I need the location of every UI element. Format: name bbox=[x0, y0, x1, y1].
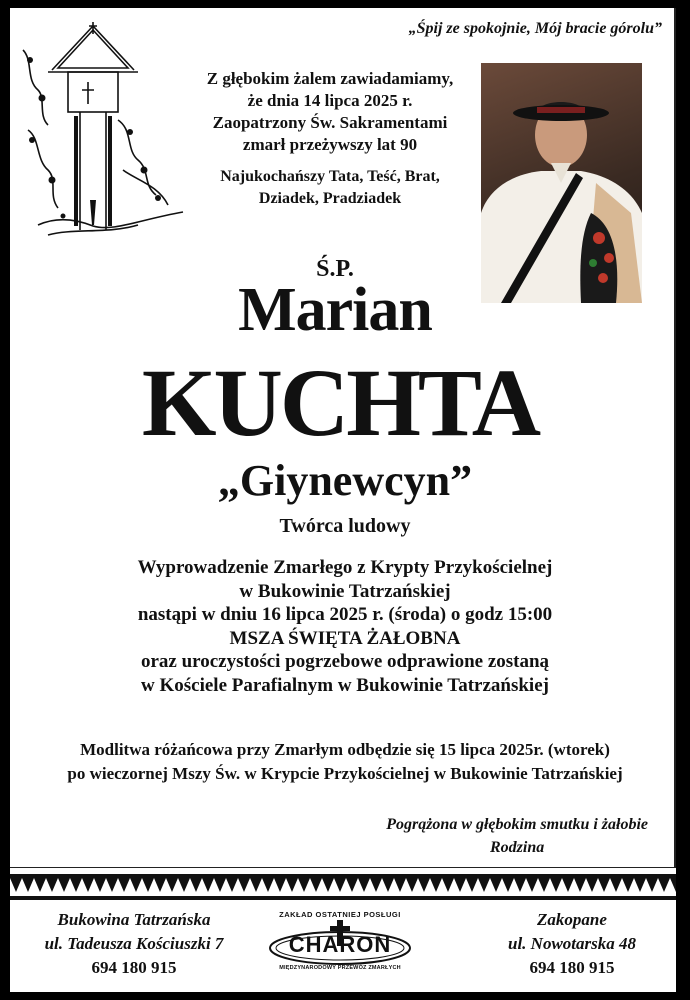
funeral-line-3: nastąpi w dniu 16 lipca 2025 r. (środa) o godz 15:00 bbox=[137, 604, 553, 625]
rosary-line-1: Modlitwa różańcowa przy Zmarłym odbędzie się 15 lipca 2025r. (wtorek) bbox=[80, 740, 610, 759]
announcement-line-2: że dnia 14 lipca 2025 r. bbox=[247, 91, 413, 110]
announcement-block bbox=[190, 68, 470, 210]
relations-block bbox=[190, 166, 470, 210]
logo-name: CHARON bbox=[288, 932, 392, 957]
announcement-line-4: zmarł przeżywszy lat 90 bbox=[242, 135, 418, 154]
funeral-line-5: oraz uroczystości pogrzebowe odprawione zostaną bbox=[140, 651, 550, 672]
deceased-portrait bbox=[481, 63, 642, 303]
funeral-line-2: w Bukowinie Tatrzańskiej bbox=[239, 580, 451, 602]
announcement-line-1: Z głębokim żalem zawiadamiamy, bbox=[206, 69, 454, 88]
first-name: Marian bbox=[238, 276, 432, 344]
wayside-shrine-icon bbox=[18, 20, 188, 250]
address-street: ul. Tadeusza Kościuszki 7 bbox=[44, 934, 224, 953]
logo-top-text: ZAKŁAD OSTATNIEJ POSŁUGI bbox=[279, 910, 401, 919]
relations-line-1: Najukochańszy Tata, Teść, Brat, bbox=[220, 168, 440, 185]
footer bbox=[10, 900, 676, 992]
family-line-2: Rodzina bbox=[489, 839, 545, 856]
family-signature bbox=[386, 813, 648, 859]
address-street: ul. Nowotarska 48 bbox=[508, 934, 636, 953]
motto: „Śpij ze spokojnie, Mój bracie górolu” bbox=[408, 20, 662, 37]
funeral-line-6: w Kościele Parafialnym w Bukowinie Tatrzańskiej bbox=[141, 674, 549, 696]
funeral-line-1: Wyprowadzenie Zmarłego z Krypty Przykościelnej bbox=[137, 557, 553, 578]
family-line-1: Pogrążona w głębokim smutku i żałobie bbox=[386, 816, 648, 833]
address-city: Bukowina Tatrzańska bbox=[57, 910, 211, 929]
address-phone: 694 180 915 bbox=[91, 958, 177, 977]
occupation: Twórca ludowy bbox=[279, 515, 411, 537]
rosary-details bbox=[30, 738, 660, 786]
charon-logo bbox=[260, 902, 420, 990]
sp-label: Ś.P. bbox=[316, 256, 354, 282]
funeral-line-4: MSZA ŚWIĘTA ŻAŁOBNA bbox=[229, 627, 461, 649]
funeral-details bbox=[50, 556, 640, 697]
announcement-line-3: Zaopatrzony Św. Sakramentami bbox=[212, 113, 448, 132]
address-bukowina bbox=[14, 908, 254, 980]
address-phone: 694 180 915 bbox=[529, 958, 615, 977]
last-name: KUCHTA bbox=[141, 349, 539, 456]
logo-bottom-text: MIĘDZYNARODOWY PRZEWÓZ ZMARŁYCH bbox=[279, 965, 401, 971]
address-zakopane bbox=[472, 908, 672, 980]
relations-line-2: Dziadek, Pradziadek bbox=[258, 190, 402, 207]
nickname: „Giynewcyn” bbox=[217, 456, 473, 505]
rosary-line-2: po wieczornej Mszy Św. w Krypcie Przykościelnej w Bukowinie Tatrzańskiej bbox=[67, 764, 623, 783]
obituary-page bbox=[10, 8, 676, 992]
decorative-border bbox=[10, 874, 676, 900]
address-city: Zakopane bbox=[537, 910, 607, 929]
